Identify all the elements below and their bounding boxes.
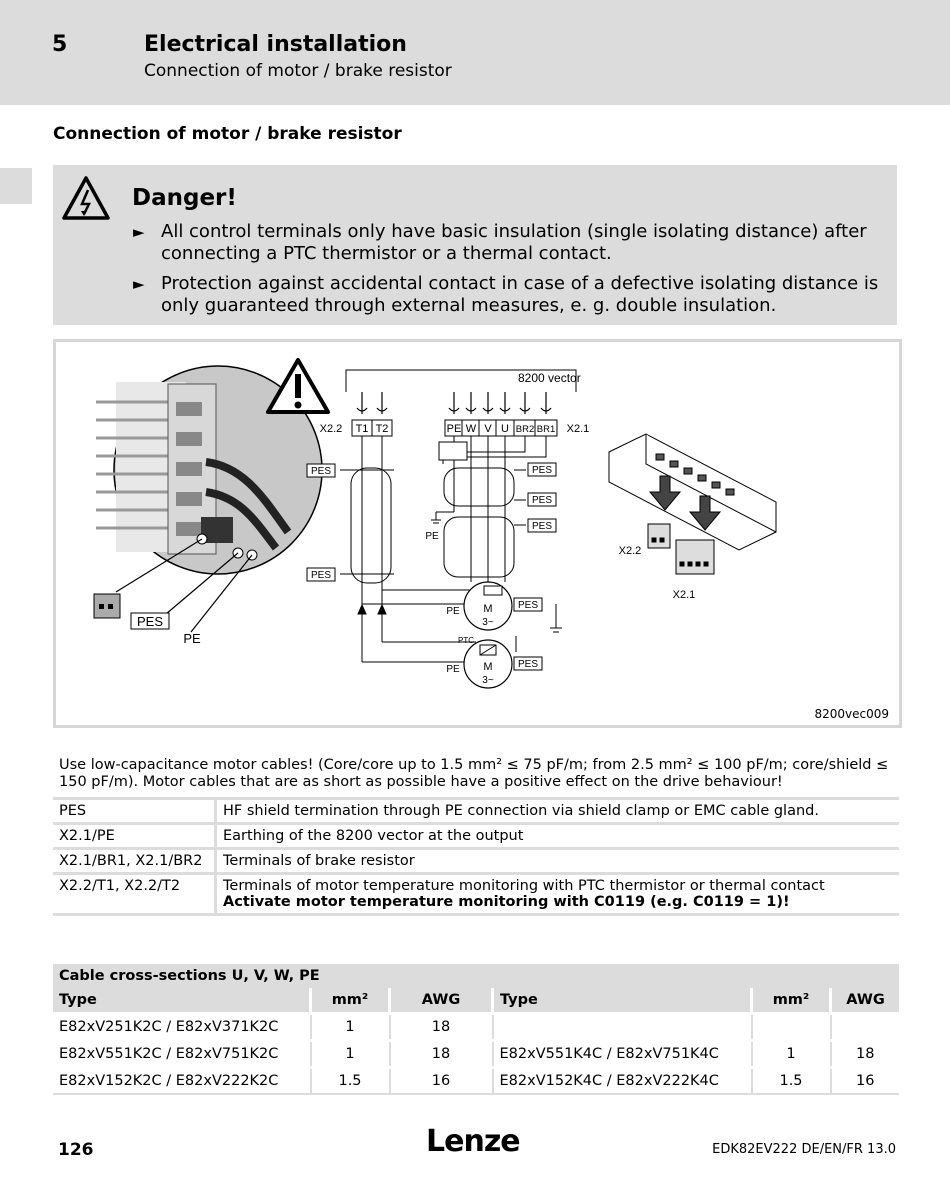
- danger-item: ► Protection against accidental contact in case of a defective isolating distance is only guaranteed through external measures, e. g. double insulation.: [133, 273, 879, 316]
- figure-id: 8200vec009: [814, 707, 889, 721]
- v-label: V: [484, 423, 492, 435]
- x21-label: X2.1: [566, 423, 590, 435]
- table-row: X2.1/PE Earthing of the 8200 vector at the output: [53, 824, 899, 849]
- danger-item: ► All control terminals only have basic insulation (single isolating distance) after connecting a PTC thermistor or a thermal contact.: [133, 221, 867, 264]
- br1-label: BR1: [536, 424, 556, 435]
- t2-label: T2: [375, 423, 389, 435]
- lenze-logo: Lenze: [426, 1124, 520, 1159]
- pes-label: PES: [531, 521, 553, 532]
- t1-label: T1: [355, 423, 369, 435]
- bullet-arrow-icon: ►: [133, 275, 145, 293]
- pe-label: PE: [183, 631, 201, 646]
- table-row: E82xV152K2C / E82xV222K2C 1.5 16 E82xV152K4C / E82xV222K4C 1.5 16: [53, 1068, 899, 1095]
- table-row: E82xV251K2C / E82xV371K2C 1 18: [53, 1014, 899, 1041]
- table-row: X2.1/BR1, X2.1/BR2 Terminals of brake resistor: [53, 849, 899, 874]
- pe-label: PE: [425, 531, 439, 542]
- x22-label: X2.2: [618, 545, 642, 557]
- svg-text:3~: 3~: [482, 617, 494, 628]
- ptc-label: PTC: [458, 636, 474, 645]
- table-row: X2.2/T1, X2.2/T2 Terminals of motor temperature monitoring with PTC thermistor or thermal contact Activate motor temperature monitoring with C0119 (e.g. C0119 = 1)!: [53, 874, 899, 915]
- chapter-header: [0, 0, 950, 105]
- legend-table: [53, 797, 899, 916]
- terminal-pe-label: PE: [446, 423, 462, 435]
- table-row: PES HF shield termination through PE connection via shield clamp or EMC cable gland.: [53, 799, 899, 824]
- terminal-screws: [357, 392, 551, 414]
- x21-label: X2.1: [672, 589, 696, 601]
- pes-label: PES: [531, 495, 553, 506]
- x22-label: X2.2: [319, 423, 343, 435]
- chapter-number: 5: [52, 32, 68, 57]
- pes-label: PES: [517, 600, 539, 611]
- wiring-diagram: [56, 342, 899, 725]
- pes-label: PES: [136, 614, 164, 629]
- table-caption: Cable cross-sections U, V, W, PE: [53, 964, 899, 988]
- br2-label: BR2: [515, 424, 535, 435]
- u-label: U: [501, 423, 509, 435]
- page-number: 126: [58, 1140, 94, 1160]
- cable-cross-section-table: Cable cross-sections U, V, W, PE Type mm² AWG Type mm² AWG E82xV251K2C / E82xV371K2C 1 18 E82xV551K2C / E82xV751K2C 1 18 E82xV551K4C / E82xV751K4C 1 18 E82xV152K2C / E82xV222K2C 1.5 16 E82xV152K4C / E82xV222K4C 1.5 16: [53, 964, 899, 1095]
- pes-label: PES: [310, 570, 332, 581]
- wiring-diagram-figure: [53, 339, 902, 728]
- danger-box: [53, 165, 897, 325]
- chapter-subtitle: Connection of motor / brake resistor: [144, 61, 452, 81]
- high-voltage-warning-icon: [61, 175, 111, 221]
- svg-text:PE: PE: [446, 606, 460, 617]
- chapter-title: Electrical installation: [144, 32, 407, 57]
- pes-label: PES: [310, 466, 332, 477]
- danger-list: [133, 221, 893, 325]
- document-id: EDK82EV222 DE/EN/FR 13.0: [712, 1142, 896, 1157]
- svg-text:M: M: [483, 661, 493, 673]
- bullet-arrow-icon: ►: [133, 223, 145, 241]
- motor-icon: [446, 582, 512, 630]
- table-row: E82xV551K2C / E82xV751K2C 1 18 E82xV551K4C / E82xV751K4C 1 18: [53, 1041, 899, 1068]
- section-title: Connection of motor / brake resistor: [53, 124, 402, 144]
- side-tab-marker: [0, 168, 32, 204]
- c0119-hint: Activate motor temperature monitoring with C0119 (e.g. C0119 = 1)!: [223, 894, 790, 910]
- device-label: 8200 vector: [518, 371, 581, 385]
- svg-text:PE: PE: [446, 664, 460, 675]
- w-label: W: [465, 423, 477, 435]
- cable-note: Use low-capacitance motor cables! (Core/core up to 1.5 mm² ≤ 75 pF/m; from 2.5 mm² ≤ 100 pF/m; core/shield ≤ 150 pF/m). Motor cables that are as short as possible have a positive effect on the drive behaviour!: [59, 757, 889, 790]
- pes-label: PES: [531, 465, 553, 476]
- danger-title: Danger!: [132, 185, 237, 211]
- svg-text:3~: 3~: [482, 675, 494, 686]
- svg-text:M: M: [483, 603, 493, 615]
- pes-label: PES: [517, 659, 539, 670]
